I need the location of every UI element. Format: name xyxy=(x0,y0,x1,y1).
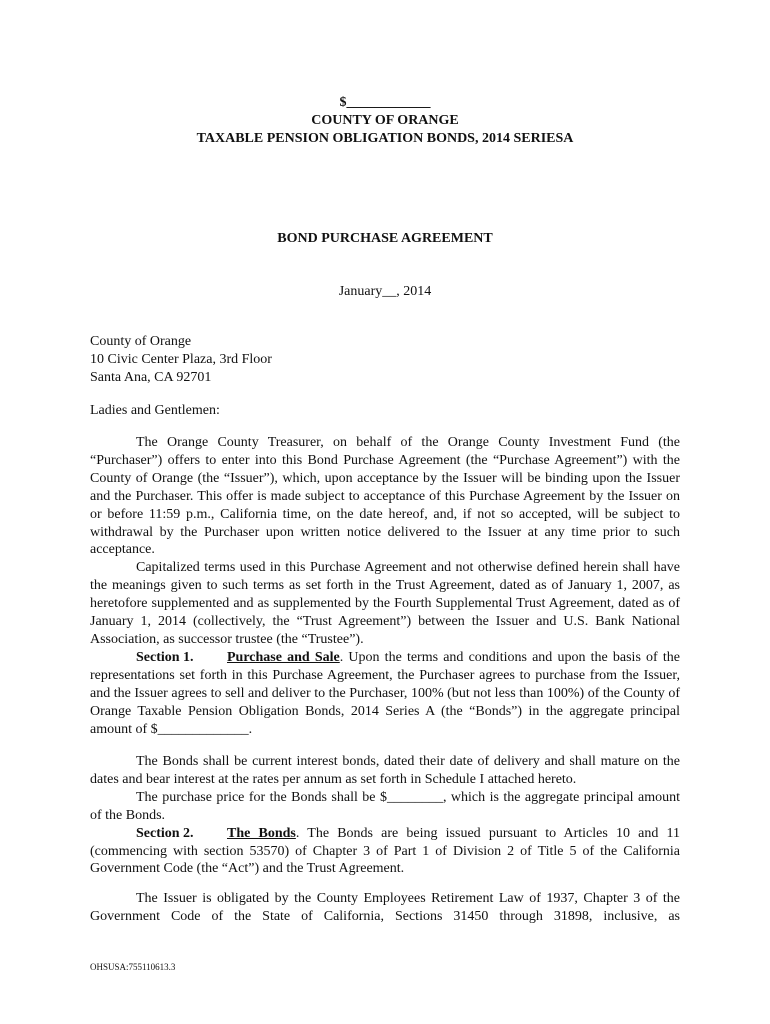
section-1-paragraph xyxy=(90,649,680,739)
purchase-price-paragraph: The purchase price for the Bonds shall be $________, which is the aggregate principal amount of the Bonds. xyxy=(90,789,680,823)
issuer-name: COUNTY OF ORANGE xyxy=(311,113,459,128)
address-block xyxy=(90,333,680,387)
section-2-text: . The Bonds are being issued pursuant to Articles 10 and 11 (commencing with section 53570) of Chapter 3 of Part 1 of Division 2 of Title 5 of the California Government Code (the “Act”) and the Trust Agreement. xyxy=(90,825,680,877)
section-2-label: Section 2. xyxy=(136,825,194,841)
document-title: BOND PURCHASE AGREEMENT xyxy=(277,231,493,246)
body-text-2 xyxy=(90,753,680,878)
body-text-3 xyxy=(90,890,680,926)
issuer-obligated-paragraph: The Issuer is obligated by the County Employees Retirement Law of 1937, Chapter 3 of the Government Code of the State of California, Sections 31450 through 31898, inclusive, as xyxy=(90,891,680,924)
intro-paragraph: The Orange County Treasurer, on behalf of the Orange County Investment Fund (the “Purchaser”) offers to enter into this Bond Purchase Agreement (the “Purchase Agreement”) with the County of Orange (the “Issuer”), which, upon acceptance by the Issuer will be binding upon the Issuer and the Purchaser. This offer is made subject to acceptance of this Purchase Agreement by the Issuer on or before 11:59 p.m., California time, on the date hereof, and, if not so accepted, will be subject to withdrawal by the Purchaser upon written notice delivered to the Issuer at any time prior to such acceptance. xyxy=(90,435,680,558)
document-id-footer: OHSUSA:755110613.3 xyxy=(90,962,176,972)
section-1-text: . Upon the terms and conditions and upon the basis of the representations set forth in this Purchase Agreement, the Purchaser agrees to purchase from the Issuer, and the Issuer agrees to sell and deliver to the Purchaser, 100% (but not less than 100%) of the County of Orange Taxable Pension Obligation Bonds, 2014 Series A (the “Bonds”) in the aggregate principal amount of $_____________. xyxy=(90,649,680,737)
capitalized-terms-paragraph: Capitalized terms used in this Purchase Agreement and not otherwise defined herein shall have the meanings given to such terms as set forth in the Trust Agreement, dated as of January 1, 2007, as heretofore supplemented and as supplemented by the Fourth Supplemental Trust Agreement, dated as of January 1, 2014 (collectively, the “Trust Agreement”) between the Issuer and U.S. Bank National Association, as successor trustee (the “Trustee”). xyxy=(90,560,680,647)
address-line-2: 10 Civic Center Plaza, 3rd Floor xyxy=(90,351,272,367)
section-2-title: The Bonds xyxy=(227,825,296,841)
date-line: January__, 2014 xyxy=(338,284,432,299)
body-text xyxy=(90,434,680,738)
section-1-label: Section 1. xyxy=(136,649,194,665)
section-2-paragraph xyxy=(90,825,680,879)
section-1-title: Purchase and Sale xyxy=(227,649,340,665)
salutation: Ladies and Gentlemen: xyxy=(90,403,220,418)
series-title: TAXABLE PENSION OBLIGATION BONDS, 2014 SERIESA xyxy=(196,131,574,146)
current-interest-paragraph: The Bonds shall be current interest bonds, dated their date of delivery and shall mature on the dates and bear interest at the rates per annum as set forth in Schedule I attached hereto. xyxy=(90,754,680,787)
address-line-1: County of Orange xyxy=(90,334,192,349)
amount-line: $____________ xyxy=(339,95,431,110)
address-line-3: Santa Ana, CA 92701 xyxy=(90,369,212,385)
